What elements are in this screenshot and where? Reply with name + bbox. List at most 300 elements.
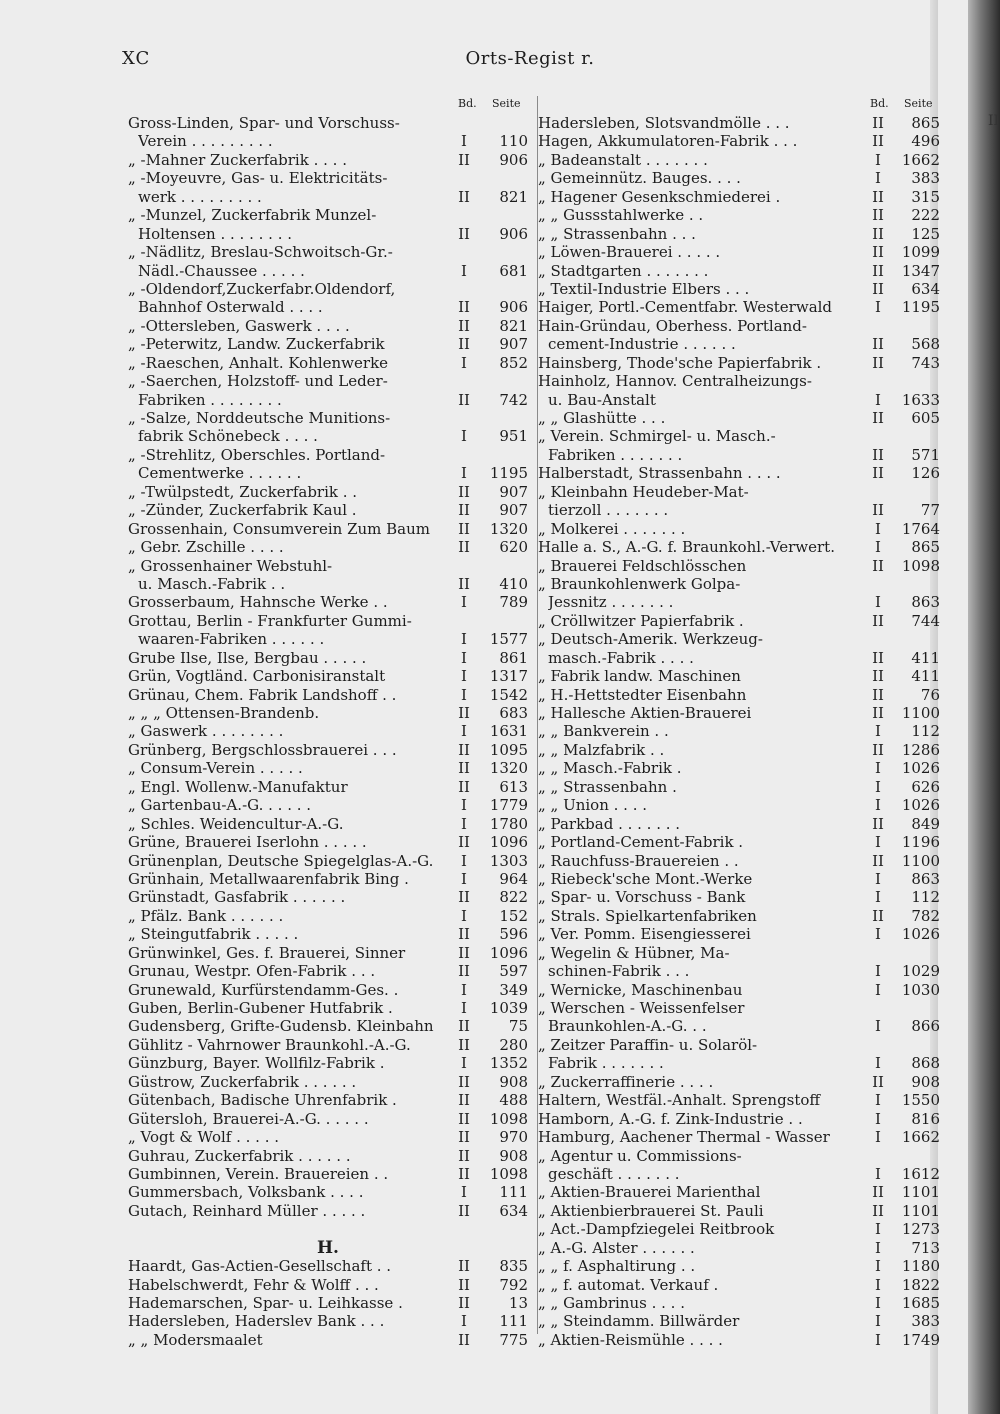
entry-page: 775 [499,1330,528,1349]
index-entry [128,704,528,722]
entry-text: Grüne, Brauerei Iserlohn . . . . . [128,833,367,852]
entry-text: Grünstadt, Gasfabrik . . . . . . [128,888,346,907]
entry-band: I [461,999,467,1017]
entry-band: I [461,906,467,925]
entry-text: Haltern, Westfäl.-Anhalt. Sprengstoff [538,1091,821,1110]
entry-page: 908 [911,1072,940,1091]
index-entry [128,575,528,593]
entry-text: Hamburg, Aachener Thermal - Wasser [538,1128,830,1147]
entry-text: „ -Mahner Zuckerfabrik . . . . [128,150,347,169]
entry-text: „ „ Bankverein . . [538,722,669,741]
index-entry [538,1331,940,1349]
entry-text: Hademarschen, Spar- u. Leihkasse . [128,1294,403,1312]
entry-page: 863 [911,593,940,612]
entry-text: „ „ Strassenbahn . [538,777,677,796]
entry-page: 713 [911,1238,940,1257]
index-entry [128,557,528,575]
entry-text: Grube Ilse, Ilse, Bergbau . . . . . [128,648,367,667]
entry-band: I [461,796,467,815]
entry-page: 1101 [901,1183,940,1202]
entry-page: 906 [499,224,528,243]
entry-text: Guhrau, Zuckerfabrik . . . . . . [128,1146,351,1165]
entry-page: 568 [911,335,940,354]
entry-page: 1099 [901,243,940,262]
entry-text: „ Werschen - Weissenfelser [538,999,745,1017]
entry-page: 605 [911,409,940,427]
entry-text: „ Cröllwitzer Papierfabrik . [538,611,744,630]
entry-page: 1039 [489,999,528,1017]
index-entry [128,1202,528,1220]
entry-band: I [875,519,881,538]
entry-text: Grunewald, Kurfürstendamm-Ges. . [128,980,399,999]
index-entry [538,1312,940,1330]
entry-page: 1320 [489,519,528,538]
index-entry [538,520,940,538]
entry-band: I [875,1330,881,1349]
entry-band: I [875,390,881,409]
entry-band: II [872,1201,884,1220]
entry-text: „ Vogt & Wolf . . . . . [128,1128,280,1147]
entry-text: „ Aktien-Brauerei Marienthal [538,1183,761,1202]
entry-page: 488 [499,1091,528,1110]
entry-text: schinen-Fabrik . . . [548,962,690,981]
entry-page: 1026 [901,925,940,944]
entry-text: „ Wernicke, Maschinenbau [538,980,743,999]
index-entry [538,391,940,409]
entry-text: Grossenhain, Consumverein Zum Baum [128,519,431,538]
entry-band: I [875,925,881,944]
entry-band: II [872,1183,884,1202]
entry-page: 125 [911,224,940,243]
entry-text: „ Zuckerraffinerie . . . . [538,1072,714,1091]
entry-band: II [872,648,884,667]
entry-band: II [458,1128,470,1147]
entry-band: II [872,187,884,206]
entry-band: II [458,777,470,796]
entry-text: „ Consum-Verein . . . . . [128,759,303,778]
entry-text: „ „ Modersmaalet [128,1330,263,1349]
entry-page: 1273 [901,1220,940,1239]
entry-band: I [875,759,881,778]
entry-text: waaren-Fabriken . . . . . . [138,630,325,649]
entry-text: Grünenplan, Deutsche Spiegelglas-A.-G. [128,851,434,870]
index-entry [128,280,528,298]
entry-band: I [875,1257,881,1276]
entry-band: II [458,501,470,520]
entry-page: 681 [499,261,528,280]
entry-text: Grünau, Chem. Fabrik Landshoff . . [128,685,397,704]
entry-text: Hainsberg, Thode'sche Papierfabrik . [538,353,822,372]
index-entry [538,962,940,980]
entry-page: 907 [499,482,528,501]
index-entry [128,833,528,851]
entry-page: 152 [499,906,528,925]
entry-band: II [458,390,470,409]
entry-page: 1780 [489,814,528,833]
entry-text: Nädl.-Chaussee . . . . . [138,261,305,280]
entry-text: „ Strals. Spielkartenfabriken [538,906,757,925]
index-entry [538,169,940,187]
entry-band: II [458,519,470,538]
entry-page: 743 [911,353,940,372]
entry-band: II [458,574,470,593]
entry-text: „ „ Glashütte . . . [538,409,666,427]
index-entry [538,1239,940,1257]
entry-text: „ Stadtgarten . . . . . . . [538,261,709,280]
entry-page: 1100 [901,704,940,722]
entry-band: II [872,906,884,925]
index-entry [538,317,940,335]
entry-page: 383 [911,1312,940,1331]
index-entry [128,667,528,685]
entry-text: Habelschwerdt, Fehr & Wolff . . . [128,1275,379,1294]
seite-header: Seite [492,97,521,110]
entry-page: 1095 [489,740,528,759]
entry-page: 861 [499,648,528,667]
index-entry [128,925,528,943]
entry-page: 1317 [489,667,528,686]
entry-page: 634 [499,1201,528,1220]
entry-band: I [875,593,881,612]
index-entry [128,538,528,556]
entry-text: Cementwerke . . . . . . [138,464,302,483]
entry-text: Gummersbach, Volksbank . . . . [128,1183,364,1202]
index-entry [128,483,528,501]
entry-list [128,114,528,1349]
entry-band: I [461,869,467,888]
entry-band: II [458,150,470,169]
index-entry [128,114,528,132]
index-entry [128,722,528,740]
index-entry [128,298,528,316]
index-entry [538,686,940,704]
entry-band: II [458,335,470,354]
entry-text: Grosserbaum, Hahnsche Werke . . [128,593,388,612]
entry-text: Güstrow, Zuckerfabrik . . . . . . [128,1072,357,1091]
entry-band: II [872,279,884,298]
index-entry [538,1257,940,1275]
entry-text: fabrik Schönebeck . . . . [138,427,318,446]
index-entry [538,667,940,685]
entry-page: 822 [499,888,528,907]
index-entry [128,409,528,427]
index-entry [538,1091,940,1109]
entry-page: 1779 [489,796,528,815]
entry-page: 126 [911,464,940,483]
entry-text: „ Portland-Cement-Fabrik . [538,833,744,852]
entry-text: „ „ f. Asphaltirung . . [538,1257,696,1276]
binding-shadow [968,0,1000,1414]
index-entry [128,999,528,1017]
entry-band: II [458,943,470,962]
entry-page: 315 [911,187,940,206]
entry-band: II [872,206,884,225]
entry-text: Fabriken . . . . . . . . [138,390,282,409]
entry-text: Grün, Vogtländ. Carbonisiranstalt [128,667,386,686]
entry-text: Bahnhof Osterwald . . . . [138,298,323,317]
entry-band: I [461,648,467,667]
entry-text: Halle a. S., A.-G. f. Braunkohl.-Verwert. [538,538,835,557]
entry-page: 1026 [901,759,940,778]
page-number: XC [122,48,151,69]
index-entry [128,1331,528,1349]
index-entry [128,317,528,335]
entry-band: II [872,335,884,354]
entry-band: I [875,833,881,852]
entry-band: II [458,482,470,501]
index-entry [538,298,940,316]
index-entry [538,1165,940,1183]
index-entry [538,593,940,611]
entry-band: I [461,1312,467,1331]
entry-page: 620 [499,538,528,557]
entry-text: Holtensen . . . . . . . . [138,224,292,243]
entry-text: „ -Strehlitz, Oberschles. Portland- [128,445,386,464]
entry-page: 1030 [901,980,940,999]
index-entry [538,446,940,464]
entry-text: „ Fabrik landw. Maschinen [538,667,741,686]
entry-band: II [872,243,884,262]
index-entry [538,1073,940,1091]
index-entry [538,427,940,445]
entry-text: Gudensberg, Grifte-Gudensb. Kleinbahn [128,1017,434,1036]
entry-text: „ Act.-Dampfziegelei Reitbrook [538,1220,775,1239]
entry-band: I [461,980,467,999]
index-entry [538,280,940,298]
entry-band: II [458,187,470,206]
entry-band: II [872,261,884,280]
entry-text: Verein . . . . . . . . . [138,132,273,151]
entry-band: II [458,1109,470,1128]
entry-page: 76 [920,685,940,704]
entry-text: „ Gaswerk . . . . . . . . [128,722,284,741]
entry-text: Guben, Berlin-Gubener Hutfabrik . [128,999,393,1017]
index-entry [128,501,528,519]
entry-page: 866 [911,1017,940,1036]
entry-page: 383 [911,169,940,188]
index-entry [128,225,528,243]
entry-page: 1662 [901,150,940,169]
entry-text: „ „ Malzfabrik . . [538,740,665,759]
index-entry [538,575,940,593]
entry-text: „ Engl. Wollenw.-Manufaktur [128,777,348,796]
entry-page: 496 [911,132,940,151]
entry-band: I [875,1017,881,1036]
index-entry [538,870,940,888]
entry-band: II [458,1257,470,1276]
entry-page: 626 [911,777,940,796]
entry-text: Hagen, Akkumulatoren-Fabrik . . . [538,132,798,151]
entry-page: 1631 [489,722,528,741]
entry-page: 1100 [901,851,940,870]
entry-page: 1029 [901,962,940,981]
index-entry [538,741,940,759]
index-entry [128,630,528,648]
entry-text: „ Spar- u. Vorschuss - Bank [538,888,746,907]
index-entry [128,1017,528,1035]
index-entry [128,206,528,224]
index-entry [538,1294,940,1312]
entry-page: 852 [499,353,528,372]
index-entry [538,778,940,796]
entry-page: 1098 [489,1164,528,1183]
entry-page: 683 [499,704,528,722]
entry-page: 1286 [901,740,940,759]
index-entry [538,722,940,740]
index-entry [128,759,528,777]
entry-page: 908 [499,1146,528,1165]
entry-text: Jessnitz . . . . . . . [548,593,674,612]
entry-band: I [875,777,881,796]
entry-page: 964 [499,869,528,888]
entry-band: I [461,722,467,741]
entry-band: I [875,980,881,999]
entry-page: 970 [499,1128,528,1147]
index-entry [128,815,528,833]
entry-band: II [872,704,884,722]
entry-page: 1195 [901,298,940,317]
entry-text: Hain-Gründau, Oberhess. Portland- [538,316,807,335]
index-entry [128,151,528,169]
entry-band: I [875,1294,881,1312]
entry-band: II [872,611,884,630]
entry-text: „ Ver. Pomm. Eisengiesserei [538,925,751,944]
entry-band: II [458,704,470,722]
entry-text: „ Hagener Gesenkschmiederei . [538,187,781,206]
entry-page: 744 [911,611,940,630]
entry-text: „ Gebr. Zschille . . . . [128,538,284,557]
entry-band: II [458,1072,470,1091]
entry-band: I [875,298,881,317]
entry-band: I [875,869,881,888]
entry-page: 111 [499,1183,528,1202]
entry-band: I [875,1238,881,1257]
entry-page: 907 [499,335,528,354]
entry-band: II [872,445,884,464]
entry-page: 951 [499,427,528,446]
entry-text: „ Gartenbau-A.-G. . . . . . [128,796,312,815]
entry-page: 411 [911,648,940,667]
entry-band: I [875,1091,881,1110]
entry-text: Gutach, Reinhard Müller . . . . . [128,1201,366,1220]
index-entry [538,630,940,648]
index-entry [128,907,528,925]
index-entry [128,888,528,906]
entry-band: I [875,1275,881,1294]
entry-page: 1550 [901,1091,940,1110]
entry-text: Hamborn, A.-G. f. Zink-Industrie . . [538,1109,803,1128]
entry-page: 410 [499,574,528,593]
index-entry [128,1294,528,1312]
index-entry [128,1128,528,1146]
entry-band: II [458,833,470,852]
index-entry [128,446,528,464]
entry-band: II [872,114,884,132]
entry-band: II [458,1146,470,1165]
index-entry [128,686,528,704]
index-entry [538,796,940,814]
entry-text: geschäft . . . . . . . [548,1164,680,1183]
entry-page: 1662 [901,1128,940,1147]
entry-text: Gütersloh, Brauerei-A.-G. . . . . . [128,1109,369,1128]
entry-page: 782 [911,906,940,925]
entry-text: Haiger, Portl.-Cementfabr. Westerwald [538,298,833,317]
entry-band: I [875,1220,881,1239]
entry-page: 222 [911,206,940,225]
entry-text: „ Rauchfuss-Brauereien . . [538,851,739,870]
entry-text: Grünhain, Metallwaarenfabrik Bing . [128,869,409,888]
index-entry [538,1202,940,1220]
entry-text: „ Deutsch-Amerik. Werkzeug- [538,630,763,649]
entry-band: II [458,962,470,981]
entry-band: I [875,1128,881,1147]
band-header: Bd. [458,97,477,110]
entry-text: „ Kleinbahn Heudeber-Mat- [538,482,749,501]
index-entry [538,206,940,224]
index-entry [128,188,528,206]
entry-page: 596 [499,925,528,944]
index-entry [128,262,528,280]
entry-band: II [458,1275,470,1294]
index-entry [128,1110,528,1128]
index-entry [128,649,528,667]
entry-text: „ -Saerchen, Holzstoff- und Leder- [128,372,388,391]
entry-band: II [458,1017,470,1036]
index-entry [538,852,940,870]
index-entry [538,262,940,280]
index-entry [128,427,528,445]
entry-page: 1822 [901,1275,940,1294]
entry-page: 1196 [901,833,940,852]
entry-text: Haardt, Gas-Actien-Gesellschaft . . [128,1257,392,1276]
entry-text: „ A.-G. Alster . . . . . . [538,1238,695,1257]
entry-band: I [461,667,467,686]
entry-page: 907 [499,501,528,520]
index-entry [538,944,940,962]
entry-text: „ „ Steindamm. Billwärder [538,1312,740,1331]
index-entry [538,225,940,243]
entry-text: „ Wegelin & Hübner, Ma- [538,943,730,962]
entry-band: II [458,316,470,335]
entry-band: II [458,1294,470,1312]
entry-page: 821 [499,316,528,335]
entry-band: II [458,1164,470,1183]
entry-text: Hainholz, Hannov. Centralheizungs- [538,372,812,391]
index-entry [538,557,940,575]
entry-band: I [461,1054,467,1073]
entry-text: „ Grossenhainer Webstuhl- [128,556,333,575]
index-entry [538,1183,940,1201]
entry-band: I [875,538,881,557]
index-entry [538,464,940,482]
index-entry [538,1017,940,1035]
entry-band: I [875,169,881,188]
entry-text: „ Schles. Weidencultur-A.-G. [128,814,344,833]
entry-text: „ -Ottersleben, Gaswerk . . . . [128,316,350,335]
index-entry [128,391,528,409]
index-entry [128,243,528,261]
entry-band: II [458,740,470,759]
entry-page: 571 [911,445,940,464]
section-letter [128,1239,528,1257]
entry-page: 634 [911,279,940,298]
entry-text: u. Masch.-Fabrik . . [138,574,286,593]
entry-text: „ „ Masch.-Fabrik . [538,759,682,778]
index-entry [128,132,528,150]
entry-text: „ Aktien-Reismühle . . . . [538,1330,723,1349]
entry-text: Fabrik . . . . . . . [548,1054,664,1073]
entry-band: II [872,501,884,520]
